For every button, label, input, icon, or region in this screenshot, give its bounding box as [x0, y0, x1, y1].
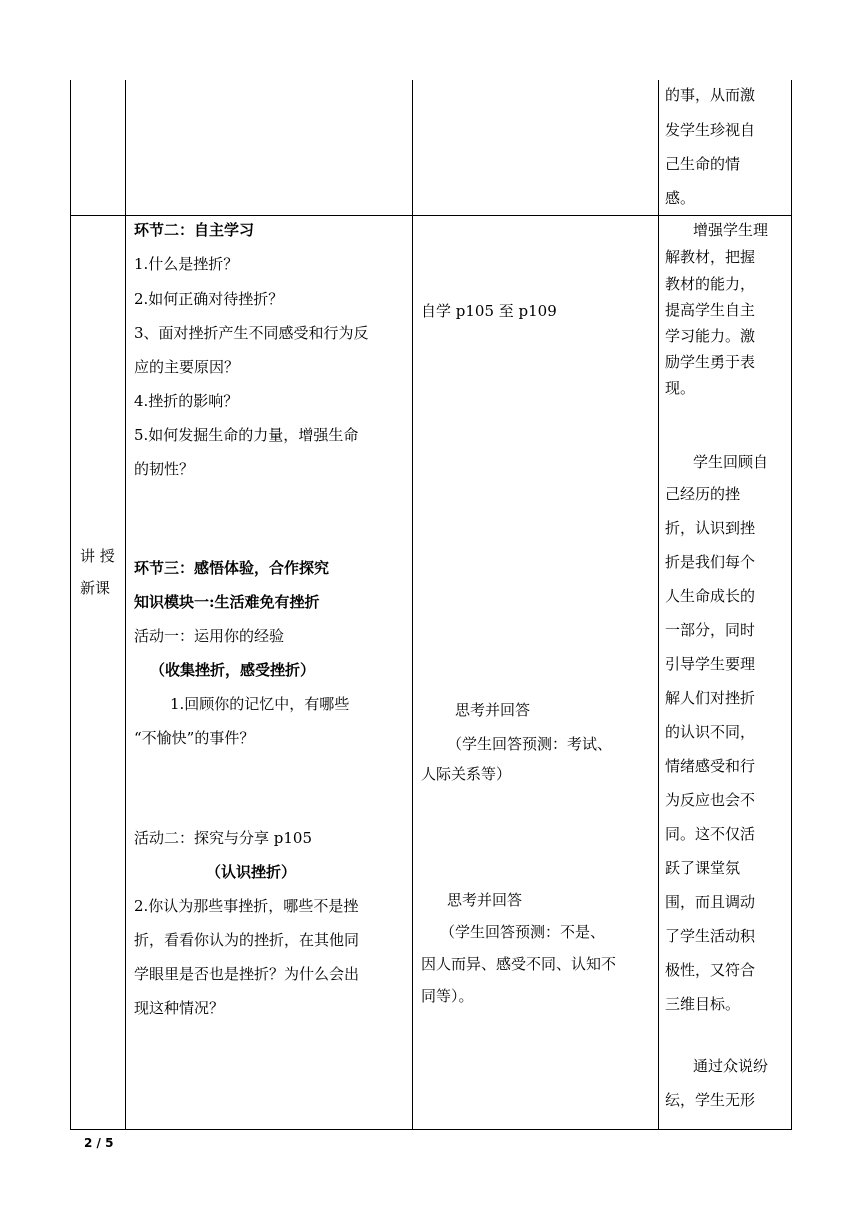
- intent-line: 现。: [665, 379, 696, 397]
- intent-line: 跃了课堂氛: [665, 859, 741, 877]
- intent-line: 发学生珍视自: [665, 121, 756, 139]
- intent-line: 一部分，同时: [665, 621, 756, 639]
- intent-line: 的事，从而激: [665, 86, 756, 104]
- self-study-text: 自学 p105 至 p109: [421, 302, 557, 320]
- question-line: 3、面对挫折产生不同感受和行为反: [134, 324, 369, 342]
- section-label: 讲 授: [80, 547, 115, 565]
- activity-subtitle: （认识挫折）: [206, 863, 297, 881]
- table-divider-1: [125, 80, 126, 1130]
- activity-question: 折，看看你认为的挫折，在其他同: [134, 931, 360, 949]
- question-line: 1.什么是挫折？: [134, 255, 239, 273]
- intent-line: 围，而且调动: [665, 893, 756, 911]
- student-prediction: 同等）。: [421, 987, 474, 1005]
- intent-line: 学生回顾自: [693, 453, 769, 471]
- module-heading: 知识模块一:生活难免有挫折: [134, 593, 320, 611]
- activity-question: “不愉快”的事件？: [134, 729, 255, 747]
- activity-question: 1.回顾你的记忆中，有哪些: [170, 695, 350, 713]
- student-prediction: （学生回答预测：考试、: [447, 735, 613, 753]
- intent-line: 纭，学生无形: [665, 1091, 756, 1109]
- intent-line: 己经历的挫: [665, 485, 741, 503]
- intent-line: 三维目标。: [665, 995, 741, 1013]
- activity-question: 现这种情况？: [134, 999, 225, 1017]
- activity-title: 活动二：探究与分享 p105: [134, 829, 313, 847]
- student-prediction: 人际关系等）: [421, 765, 512, 783]
- question-line: 的韧性？: [134, 460, 195, 478]
- row-divider: [70, 215, 792, 216]
- section-heading: 环节二：自主学习: [134, 221, 255, 239]
- student-task: 思考并回答: [447, 891, 523, 909]
- question-line: 2.如何正确对待挫折？: [134, 290, 284, 308]
- question-line: 应的主要原因？: [134, 358, 240, 376]
- intent-line: 解人们对挫折: [665, 689, 756, 707]
- student-prediction: 因人而异、感受不同、认知不: [421, 955, 617, 973]
- intent-line: 极性，又符合: [665, 961, 756, 979]
- intent-line: 为反应也会不: [665, 791, 756, 809]
- student-task: 思考并回答: [455, 701, 531, 719]
- activity-question: 学眼里是否也是挫折？为什么会出: [134, 965, 360, 983]
- intent-line: 感。: [665, 189, 696, 207]
- section-label: 新课: [80, 579, 111, 597]
- activity-title: 活动一：运用你的经验: [134, 627, 285, 645]
- student-prediction: （学生回答预测：不是、: [440, 923, 606, 941]
- intent-line: 同。这不仅活: [665, 825, 756, 843]
- activity-subtitle: （收集挫折，感受挫折）: [150, 661, 316, 679]
- intent-line: 折是我们每个: [665, 553, 756, 571]
- intent-line: 己生命的情: [665, 155, 741, 173]
- question-line: 5.如何发掘生命的力量，增强生命: [134, 426, 359, 444]
- section-heading: 环节三：感悟体验，合作探究: [134, 559, 330, 577]
- page-number: 2 / 5: [84, 1136, 114, 1150]
- question-line: 4.挫折的影响？: [134, 392, 239, 410]
- intent-line: 人生命成长的: [665, 587, 756, 605]
- intent-line: 学习能力。激: [665, 327, 756, 345]
- intent-line: 折，认识到挫: [665, 519, 756, 537]
- intent-line: 解教材，把握: [665, 248, 756, 266]
- table-divider-2: [412, 80, 413, 1130]
- intent-line: 提高学生自主: [665, 301, 756, 319]
- intent-line: 增强学生理: [693, 221, 769, 239]
- activity-question: 2.你认为那些事挫折，哪些不是挫: [134, 897, 359, 915]
- intent-line: 了学生活动积: [665, 927, 756, 945]
- intent-line: 情绪感受和行: [665, 757, 756, 775]
- intent-line: 通过众说纷: [693, 1057, 769, 1075]
- table-border-left: [70, 80, 71, 1130]
- intent-line: 教材的能力，: [665, 275, 756, 293]
- intent-line: 引导学生要理: [665, 655, 756, 673]
- intent-line: 励学生勇于表: [665, 353, 756, 371]
- table-divider-3: [658, 80, 659, 1130]
- intent-line: 的认识不同，: [665, 723, 756, 741]
- table-border-right: [791, 80, 792, 1130]
- table-border-bottom: [70, 1129, 792, 1130]
